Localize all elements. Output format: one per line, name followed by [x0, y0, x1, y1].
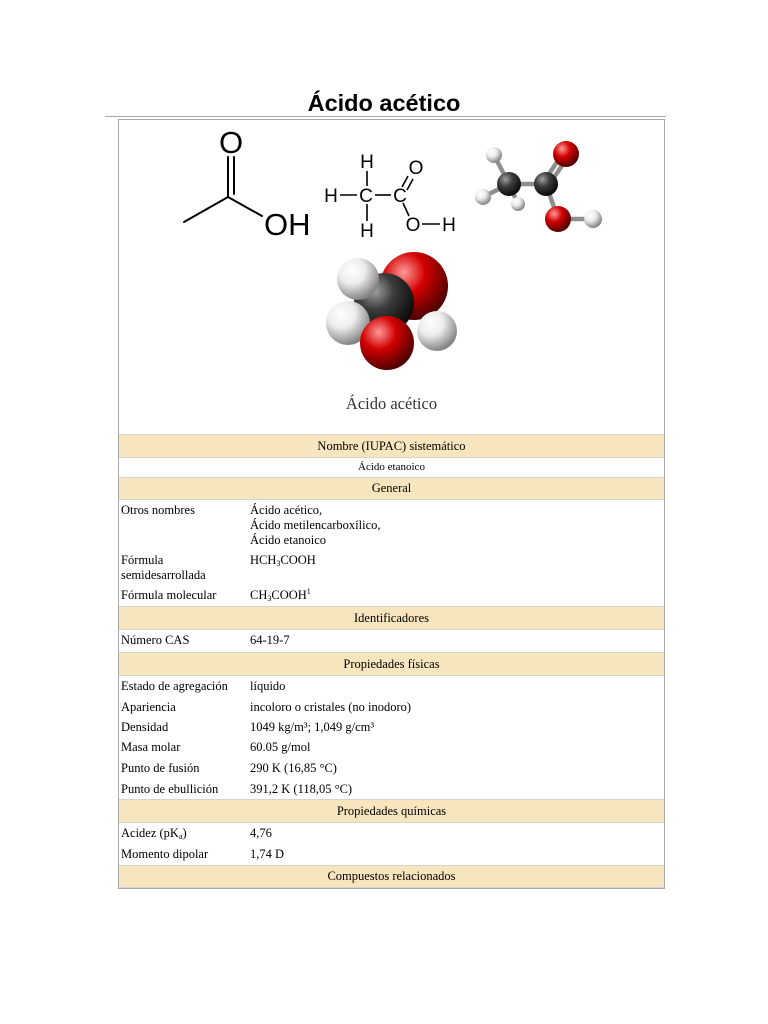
section-header-label: Identificadores	[354, 610, 429, 625]
lewis-carbon-label: C	[359, 186, 373, 207]
section-header-iupac	[119, 434, 664, 458]
property-row-molecular-formula	[119, 585, 664, 606]
bond-line	[184, 197, 228, 222]
property-row	[119, 676, 664, 697]
property-value: 1,74 D	[250, 847, 285, 861]
structure-images	[119, 120, 664, 434]
hydroxyl-group-label: OH	[264, 207, 311, 242]
property-label: Punto de ebullición	[121, 782, 219, 796]
lewis-structure	[324, 152, 456, 242]
label-subscript: a	[178, 832, 183, 841]
iupac-name-value: Ácido etanoico	[358, 461, 425, 473]
bond-line	[228, 197, 262, 216]
page-title: Ácido acético	[307, 90, 461, 116]
property-row	[119, 779, 664, 799]
property-label: Fórmula semidesarrollada	[121, 553, 206, 582]
property-row-semi-structural-formula	[119, 550, 664, 585]
lewis-hydrogen-label: H	[360, 152, 374, 173]
property-label: Otros nombres	[121, 503, 195, 517]
property-value	[250, 503, 664, 550]
section-header-label: General	[371, 481, 412, 495]
property-value: 4,76	[250, 826, 272, 840]
ball-and-stick-model	[475, 141, 602, 232]
property-row	[119, 758, 664, 779]
section-header-general	[119, 477, 664, 500]
formula-subscript: 3	[267, 594, 272, 603]
hydrogen-atom-sphere	[475, 189, 491, 205]
property-value	[250, 588, 664, 606]
property-row	[119, 697, 664, 717]
bond-line	[407, 179, 413, 190]
property-label: Número CAS	[121, 633, 190, 647]
lewis-oxygen-label: O	[408, 158, 424, 179]
formula-subscript: 3	[276, 559, 281, 568]
property-label: Fórmula molecular	[121, 588, 217, 602]
property-value: 1049 kg/m³; 1,049 g/cm³	[250, 720, 375, 734]
property-value: 290 K (16,85 °C)	[250, 761, 337, 775]
property-value	[250, 553, 664, 585]
hydrogen-atom-sphere	[417, 311, 457, 351]
structure-images-cell	[119, 120, 664, 434]
oxygen-atom-sphere	[545, 206, 571, 232]
label-text: )	[182, 826, 187, 840]
property-value: 60.05 g/mol	[250, 740, 311, 754]
property-label: Masa molar	[121, 740, 181, 754]
property-row-dipole-moment	[119, 844, 664, 865]
space-filling-model	[326, 252, 457, 370]
property-label: Apariencia	[121, 700, 176, 714]
lewis-hydrogen-label: H	[360, 221, 374, 242]
property-value: líquido	[250, 679, 286, 693]
lewis-hydrogen-label: H	[324, 186, 338, 207]
property-row-other-names	[119, 500, 664, 550]
lewis-oxygen-label: O	[405, 215, 421, 236]
property-row	[119, 737, 664, 758]
property-label: Punto de fusión	[121, 761, 200, 775]
carbon-atom-sphere	[534, 172, 558, 196]
title-divider	[105, 116, 666, 117]
section-header-identifiers	[119, 606, 664, 630]
iupac-name-row	[119, 458, 664, 477]
section-header-physical-properties	[119, 652, 664, 676]
property-row-cas-number	[119, 630, 664, 652]
carbonyl-oxygen-label: O	[218, 125, 244, 160]
section-header-related-compounds	[119, 865, 664, 888]
property-label: Densidad	[121, 720, 169, 734]
property-label	[119, 826, 250, 844]
formula-text: CH	[250, 588, 268, 602]
section-header-label: Propiedades químicas	[336, 803, 447, 818]
section-header-label: Nombre (IUPAC) sistemático	[317, 438, 466, 453]
oxygen-atom-sphere	[553, 141, 579, 167]
lewis-hydrogen-label: H	[442, 215, 456, 236]
property-label: Estado de agregación	[121, 679, 228, 693]
property-row	[119, 717, 664, 737]
carbon-atom-sphere	[497, 172, 521, 196]
property-value: 64-19-7	[250, 633, 290, 647]
section-header-label: Propiedades físicas	[343, 656, 440, 671]
property-value: incoloro o cristales (no inodoro)	[250, 700, 412, 714]
other-name: Ácido acético,	[250, 503, 323, 517]
formula-text: COOH	[271, 588, 307, 602]
section-header-label: Compuestos relacionados	[327, 869, 456, 883]
formula-text: HCH	[250, 553, 277, 567]
hydrogen-atom-sphere	[486, 147, 502, 163]
oxygen-atom-sphere	[360, 316, 414, 370]
property-row-acidity	[119, 823, 664, 844]
image-caption: Ácido acético	[345, 394, 438, 413]
property-value: 391,2 K (118,05 °C)	[250, 782, 353, 796]
formula-text: COOH	[280, 553, 316, 567]
property-label: Momento dipolar	[121, 847, 209, 861]
skeletal-formula	[184, 125, 311, 242]
hydrogen-atom-sphere	[511, 197, 525, 211]
hydrogen-atom-sphere	[337, 258, 379, 300]
lewis-carbon-label: C	[393, 186, 407, 207]
label-text: Acidez (pK	[121, 826, 179, 840]
other-name: Ácido metilencarboxílico,	[250, 518, 381, 532]
hydrogen-atom-sphere	[584, 210, 602, 228]
other-name: Ácido etanoico	[250, 533, 327, 547]
section-header-chemical-properties	[119, 799, 664, 823]
chembox	[118, 119, 665, 889]
footnote-marker: 1	[306, 587, 311, 596]
